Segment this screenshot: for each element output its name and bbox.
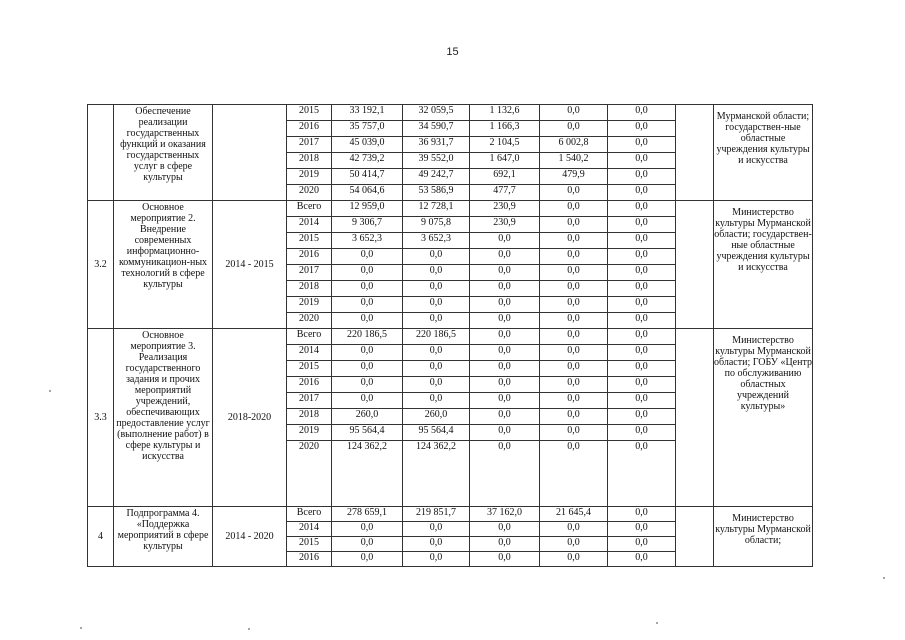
amount-cell: 0,0	[540, 329, 608, 345]
amount-cell: 230,9	[470, 201, 540, 217]
amount-cell: 0,0	[470, 297, 540, 313]
amount-cell: 0,0	[540, 441, 608, 507]
amount-cell: 124 362,2	[332, 441, 403, 507]
amount-cell: 0,0	[470, 361, 540, 377]
amount-cell: 0,0	[608, 507, 676, 522]
amount-cell: 0,0	[470, 345, 540, 361]
amount-cell: 1 647,0	[470, 153, 540, 169]
year-cell: 2015	[287, 361, 332, 377]
executor-cell: Министерство культуры Мурманской области; ГОБУ «Центр по обслуживанию областных учреждений культуры»	[714, 329, 813, 507]
amount-cell: 0,0	[470, 249, 540, 265]
amount-cell: 0,0	[608, 329, 676, 345]
amount-cell: 95 564,4	[403, 425, 470, 441]
amount-cell: 1 166,3	[470, 121, 540, 137]
amount-cell: 0,0	[403, 537, 470, 552]
amount-cell: 692,1	[470, 169, 540, 185]
amount-cell: 36 931,7	[403, 137, 470, 153]
period-cell	[213, 105, 287, 201]
amount-cell: 0,0	[403, 377, 470, 393]
year-cell: 2018	[287, 153, 332, 169]
amount-cell: 0,0	[540, 313, 608, 329]
amount-cell: 0,0	[332, 522, 403, 537]
amount-cell: 0,0	[608, 393, 676, 409]
budget-table	[87, 104, 813, 567]
amount-cell: 42 739,2	[332, 153, 403, 169]
year-cell: 2016	[287, 552, 332, 567]
amount-cell: 0,0	[403, 249, 470, 265]
amount-cell: 53 586,9	[403, 185, 470, 201]
amount-cell: 0,0	[608, 185, 676, 201]
amount-cell: 0,0	[608, 233, 676, 249]
blank-column-cell	[676, 507, 714, 567]
amount-cell: 477,7	[470, 185, 540, 201]
amount-cell: 0,0	[608, 249, 676, 265]
amount-cell: 0,0	[403, 361, 470, 377]
amount-cell: 219 851,7	[403, 507, 470, 522]
amount-cell: 0,0	[540, 201, 608, 217]
period-cell: 2018-2020	[213, 329, 287, 507]
amount-cell: 0,0	[540, 425, 608, 441]
executor-cell: Министерство культуры Мурманской области;	[714, 507, 813, 567]
amount-cell: 0,0	[403, 522, 470, 537]
scan-speck	[49, 390, 51, 392]
year-cell: 2020	[287, 441, 332, 507]
amount-cell: 0,0	[332, 377, 403, 393]
amount-cell: 0,0	[403, 265, 470, 281]
amount-cell: 0,0	[470, 281, 540, 297]
year-cell: 2017	[287, 265, 332, 281]
year-cell: 2015	[287, 233, 332, 249]
amount-cell: 0,0	[470, 425, 540, 441]
amount-cell: 278 659,1	[332, 507, 403, 522]
amount-cell: 0,0	[608, 522, 676, 537]
amount-cell: 0,0	[608, 169, 676, 185]
amount-cell: 0,0	[540, 121, 608, 137]
amount-cell: 0,0	[540, 249, 608, 265]
amount-cell: 0,0	[608, 361, 676, 377]
table-row	[88, 201, 813, 217]
amount-cell: 0,0	[540, 361, 608, 377]
year-cell: 2018	[287, 409, 332, 425]
amount-cell: 0,0	[540, 552, 608, 567]
amount-cell: 95 564,4	[332, 425, 403, 441]
year-cell: 2016	[287, 377, 332, 393]
activity-name-cell: Подпрограмма 4. «Поддержка мероприятий в сфере культуры	[114, 507, 213, 567]
amount-cell: 0,0	[608, 281, 676, 297]
year-cell: 2020	[287, 185, 332, 201]
year-cell: Всего	[287, 329, 332, 345]
amount-cell: 0,0	[470, 393, 540, 409]
amount-cell: 6 002,8	[540, 137, 608, 153]
amount-cell: 9 075,8	[403, 217, 470, 233]
amount-cell: 0,0	[540, 409, 608, 425]
amount-cell: 0,0	[540, 265, 608, 281]
amount-cell: 0,0	[608, 409, 676, 425]
executor-cell: Министерство культуры Мурманской области; государствен-ные областные учреждения культуры и искусства	[714, 201, 813, 329]
amount-cell: 0,0	[540, 537, 608, 552]
year-cell: 2014	[287, 217, 332, 233]
amount-cell: 0,0	[608, 297, 676, 313]
amount-cell: 32 059,5	[403, 105, 470, 121]
year-cell: Всего	[287, 507, 332, 522]
amount-cell: 0,0	[540, 233, 608, 249]
amount-cell: 0,0	[470, 409, 540, 425]
amount-cell: 0,0	[403, 281, 470, 297]
amount-cell: 0,0	[332, 361, 403, 377]
amount-cell: 0,0	[332, 345, 403, 361]
amount-cell: 0,0	[332, 265, 403, 281]
table-row	[88, 507, 813, 522]
year-cell: 2018	[287, 281, 332, 297]
amount-cell: 0,0	[608, 345, 676, 361]
amount-cell: 220 186,5	[403, 329, 470, 345]
amount-cell: 2 104,5	[470, 137, 540, 153]
amount-cell: 0,0	[332, 537, 403, 552]
amount-cell: 0,0	[403, 393, 470, 409]
item-number-cell: 3.2	[88, 201, 114, 329]
year-cell: 2015	[287, 105, 332, 121]
executor-cell: Мурманской области; государствен-ные областные учреждения культуры и искусства	[714, 105, 813, 201]
amount-cell: 0,0	[470, 313, 540, 329]
amount-cell: 0,0	[608, 313, 676, 329]
amount-cell: 0,0	[608, 425, 676, 441]
amount-cell: 0,0	[608, 537, 676, 552]
amount-cell: 0,0	[470, 329, 540, 345]
year-cell: 2014	[287, 522, 332, 537]
amount-cell: 0,0	[608, 153, 676, 169]
amount-cell: 33 192,1	[332, 105, 403, 121]
amount-cell: 35 757,0	[332, 121, 403, 137]
amount-cell: 220 186,5	[332, 329, 403, 345]
amount-cell: 49 242,7	[403, 169, 470, 185]
amount-cell: 0,0	[608, 121, 676, 137]
amount-cell: 54 064,6	[332, 185, 403, 201]
amount-cell: 12 959,0	[332, 201, 403, 217]
amount-cell: 0,0	[470, 441, 540, 507]
scan-speck	[656, 622, 658, 624]
table-row	[88, 105, 813, 121]
amount-cell: 0,0	[332, 249, 403, 265]
amount-cell: 0,0	[608, 201, 676, 217]
year-cell: 2015	[287, 537, 332, 552]
year-cell: Всего	[287, 201, 332, 217]
amount-cell: 39 552,0	[403, 153, 470, 169]
amount-cell: 0,0	[540, 297, 608, 313]
amount-cell: 0,0	[470, 522, 540, 537]
amount-cell: 0,0	[540, 281, 608, 297]
amount-cell: 21 645,4	[540, 507, 608, 522]
budget-body	[88, 105, 813, 567]
year-cell: 2019	[287, 297, 332, 313]
amount-cell: 260,0	[332, 409, 403, 425]
amount-cell: 260,0	[403, 409, 470, 425]
amount-cell: 0,0	[403, 297, 470, 313]
amount-cell: 0,0	[540, 105, 608, 121]
amount-cell: 45 039,0	[332, 137, 403, 153]
amount-cell: 0,0	[540, 345, 608, 361]
amount-cell: 0,0	[608, 441, 676, 507]
item-number-cell: 3.3	[88, 329, 114, 507]
amount-cell: 0,0	[470, 233, 540, 249]
amount-cell: 3 652,3	[332, 233, 403, 249]
amount-cell: 34 590,7	[403, 121, 470, 137]
amount-cell: 124 362,2	[403, 441, 470, 507]
amount-cell: 0,0	[332, 313, 403, 329]
table-row	[88, 329, 813, 345]
amount-cell: 0,0	[540, 377, 608, 393]
year-cell: 2019	[287, 425, 332, 441]
amount-cell: 230,9	[470, 217, 540, 233]
page-number: 15	[446, 46, 459, 58]
scan-speck	[248, 628, 250, 630]
year-cell: 2017	[287, 393, 332, 409]
amount-cell: 0,0	[608, 265, 676, 281]
year-cell: 2017	[287, 137, 332, 153]
year-cell: 2016	[287, 121, 332, 137]
period-cell: 2014 - 2015	[213, 201, 287, 329]
item-number-cell: 4	[88, 507, 114, 567]
amount-cell: 0,0	[540, 185, 608, 201]
amount-cell: 0,0	[608, 552, 676, 567]
scan-speck	[883, 577, 885, 579]
activity-name-cell: Основное мероприятие 2. Внедрение современных информационно-коммуникацион-ных технологий в сфере культуры	[114, 201, 213, 329]
amount-cell: 479,9	[540, 169, 608, 185]
amount-cell: 0,0	[540, 217, 608, 233]
amount-cell: 0,0	[403, 552, 470, 567]
amount-cell: 50 414,7	[332, 169, 403, 185]
amount-cell: 1 132,6	[470, 105, 540, 121]
activity-name-cell: Основное мероприятие 3. Реализация государственного задания и прочих мероприятий учреждений, обеспечивающих предоставление услуг (выполнение работ) в сфере культуры и искусства	[114, 329, 213, 507]
amount-cell: 0,0	[332, 297, 403, 313]
amount-cell: 0,0	[470, 377, 540, 393]
amount-cell: 0,0	[608, 105, 676, 121]
amount-cell: 12 728,1	[403, 201, 470, 217]
amount-cell: 0,0	[540, 393, 608, 409]
amount-cell: 3 652,3	[403, 233, 470, 249]
year-cell: 2020	[287, 313, 332, 329]
amount-cell: 0,0	[470, 552, 540, 567]
blank-column-cell	[676, 105, 714, 201]
amount-cell: 1 540,2	[540, 153, 608, 169]
amount-cell: 0,0	[540, 522, 608, 537]
period-cell: 2014 - 2020	[213, 507, 287, 567]
amount-cell: 0,0	[608, 137, 676, 153]
blank-column-cell	[676, 201, 714, 329]
amount-cell: 0,0	[332, 552, 403, 567]
scan-speck	[80, 627, 82, 629]
item-number-cell	[88, 105, 114, 201]
amount-cell: 0,0	[608, 217, 676, 233]
amount-cell: 0,0	[470, 265, 540, 281]
blank-column-cell	[676, 329, 714, 507]
amount-cell: 0,0	[470, 537, 540, 552]
amount-cell: 0,0	[403, 313, 470, 329]
year-cell: 2016	[287, 249, 332, 265]
activity-name-cell: Обеспечение реализации государственных функций и оказания государственных услуг в сфере культуры	[114, 105, 213, 201]
amount-cell: 0,0	[403, 345, 470, 361]
amount-cell: 0,0	[608, 377, 676, 393]
amount-cell: 0,0	[332, 393, 403, 409]
amount-cell: 9 306,7	[332, 217, 403, 233]
year-cell: 2014	[287, 345, 332, 361]
amount-cell: 37 162,0	[470, 507, 540, 522]
year-cell: 2019	[287, 169, 332, 185]
amount-cell: 0,0	[332, 281, 403, 297]
